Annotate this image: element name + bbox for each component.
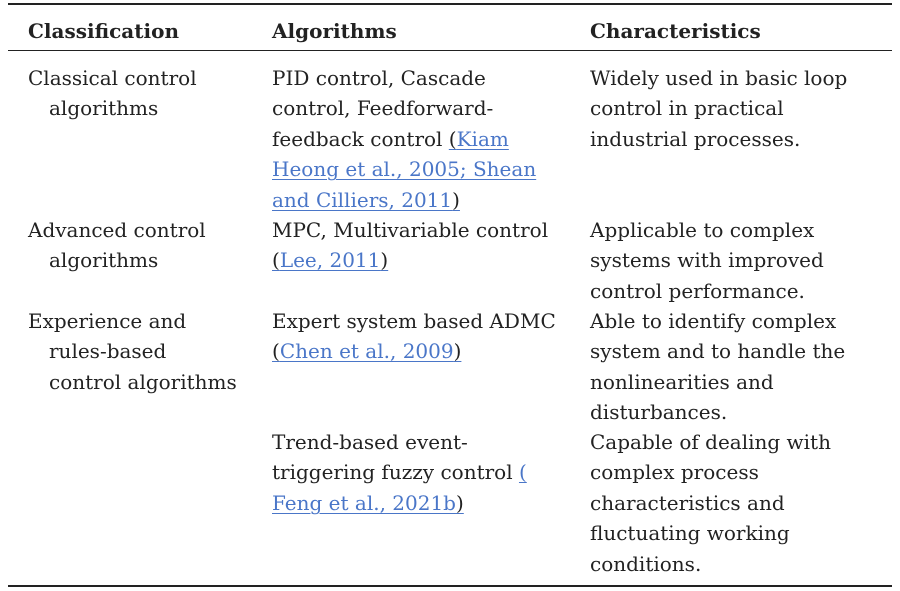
row4-citation-link-b[interactable]	[272, 491, 464, 515]
row4-citation-close-paren: )	[455, 490, 464, 515]
row3-citation-close-paren: )	[453, 339, 462, 364]
row2-citation-text: Lee, 2011	[279, 248, 381, 273]
row2-characteristics-line3: control performance.	[590, 278, 805, 303]
row4-characteristics-line1: Capable of dealing with	[590, 430, 831, 454]
row3-algorithms-line1: Expert system based ADMC	[272, 309, 556, 333]
row4-characteristics-line3: characteristics and	[590, 490, 785, 515]
table-bottom-rule	[8, 585, 892, 587]
row4-algorithms-line2-text: triggering fuzzy control	[272, 460, 519, 485]
row2-characteristics-line1: Applicable to complex	[590, 218, 815, 242]
row2-classification-line1: Advanced control	[28, 218, 206, 242]
row1-citation-link-a[interactable]	[449, 127, 509, 151]
row4-characteristics-line4: fluctuating working	[590, 521, 790, 546]
row1-algorithms	[272, 63, 536, 215]
row2-algorithms	[272, 215, 548, 276]
row2-classification-line2: algorithms	[49, 248, 159, 273]
row1-citation-text-a: Kiam	[456, 126, 509, 151]
row1-characteristics-line1: Widely used in basic loop	[590, 66, 848, 90]
row2-classification	[28, 215, 206, 276]
row1-characteristics-line2: control in practical	[590, 96, 784, 121]
row1-classification-line2: algorithms	[49, 96, 159, 121]
table-header-rule	[8, 50, 892, 51]
row3-citation-text: Chen et al., 2009	[279, 339, 454, 364]
row3-characteristics	[590, 306, 845, 428]
row4-citation-text: Feng et al., 2021b	[272, 490, 456, 515]
row1-citation-open-paren: (	[448, 126, 457, 151]
row4-characteristics-line5: conditions.	[590, 551, 702, 576]
row2-characteristics	[590, 215, 824, 306]
row1-characteristics-line3: industrial processes.	[590, 126, 801, 151]
row3-characteristics-line1: Able to identify complex	[590, 309, 837, 333]
row2-citation-close-paren: )	[380, 248, 389, 273]
row2-characteristics-line2: systems with improved	[590, 248, 824, 273]
row1-citation-close-paren: )	[452, 187, 460, 212]
row4-characteristics	[590, 427, 831, 579]
row3-classification-line2: rules-based	[49, 339, 167, 364]
row3-characteristics-line4: disturbances.	[590, 400, 728, 425]
header-classification: Classification	[28, 19, 179, 43]
table-top-rule	[8, 3, 892, 5]
row3-classification	[28, 306, 237, 397]
row1-citation-text-c: and Cilliers, 2011	[272, 187, 453, 212]
row4-characteristics-line2: complex process	[590, 460, 759, 485]
comparison-table	[8, 0, 892, 591]
row1-characteristics	[590, 63, 847, 154]
row4-algorithms	[272, 427, 527, 518]
header-algorithms: Algorithms	[272, 19, 397, 43]
row1-algorithms-line3-text: feedback control	[272, 126, 449, 151]
row3-citation-link[interactable]	[272, 339, 461, 363]
row1-algorithms-line1: PID control, Cascade	[272, 66, 486, 90]
row1-algorithms-line2: control, Feedforward-	[272, 96, 494, 121]
row1-classification-line1: Classical control	[28, 66, 197, 90]
row1-algorithms-line3	[272, 124, 536, 154]
row1-classification	[28, 63, 197, 124]
row2-algorithms-line1: MPC, Multivariable control	[272, 218, 549, 242]
row1-citation-link-b[interactable]: Heong et al., 2005; Shean	[272, 157, 537, 182]
row3-citation-open-paren: (	[272, 339, 280, 364]
row4-algorithms-line1: Trend-based event-	[272, 430, 468, 454]
row3-classification-line3: control algorithms	[49, 369, 237, 394]
row3-characteristics-line2: system and to handle the	[590, 339, 846, 364]
row4-citation-link-a[interactable]: (	[518, 460, 527, 485]
row1-citation-link-c[interactable]	[272, 188, 460, 212]
row2-citation-link[interactable]	[272, 248, 388, 272]
row3-characteristics-line3: nonlinearities and	[590, 369, 774, 394]
row3-classification-line1: Experience and	[28, 309, 187, 333]
header-characteristics: Characteristics	[590, 19, 761, 43]
row2-citation-open-paren: (	[272, 248, 280, 273]
row3-algorithms	[272, 306, 556, 367]
